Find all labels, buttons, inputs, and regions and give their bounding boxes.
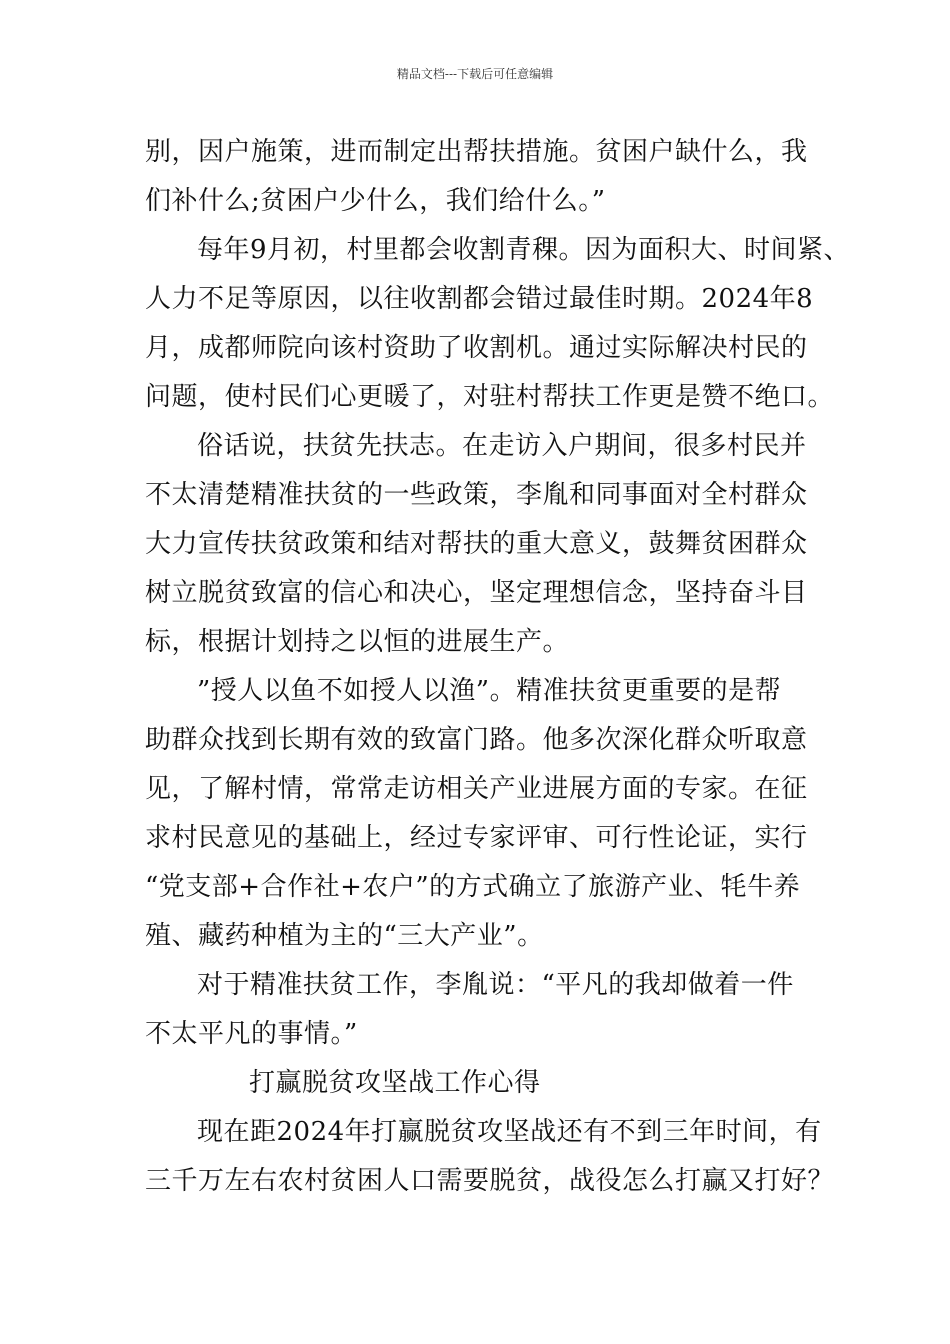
text-line: 大力宣传扶贫政策和结对帮扶的重大意义，鼓舞贫困群众 <box>145 529 808 559</box>
text-line: 月，成都师院向该村资助了收割机。通过实际解决村民的 <box>145 333 808 363</box>
text-line: 标，根据计划持之以恒的进展生产。 <box>145 627 570 657</box>
text-line: 现在距2024年打赢脱贫攻坚战还有不到三年时间，有 <box>197 1117 822 1147</box>
text-line: 殖、藏药种植为主的“三大产业”。 <box>145 921 544 951</box>
section-title: 打赢脱贫攻坚战工作心得 <box>249 1068 541 1098</box>
text-line: 不太平凡的事情。” <box>145 1019 358 1049</box>
page-header: 精品文档---下载后可任意编辑 <box>396 67 554 81</box>
text-line: 求村民意见的基础上，经过专家评审、可行性论证，实行 <box>145 823 808 853</box>
text-line: 问题，使村民们心更暖了，对驻村帮扶工作更是赞不绝口。 <box>145 382 835 412</box>
text-line: 别，因户施策，进而制定出帮扶措施。贫困户缺什么，我 <box>145 137 808 167</box>
text-line: 不太清楚精准扶贫的一些政策，李胤和同事面对全村群众 <box>145 480 808 510</box>
text-line: 人力不足等原因，以往收割都会错过最佳时期。2024年8 <box>145 284 814 314</box>
text-line: 三千万左右农村贫困人口需要脱贫，战役怎么打赢又打好？ <box>145 1166 835 1196</box>
text-line: “党支部+合作社+农户”的方式确立了旅游产业、牦牛养 <box>145 872 801 902</box>
text-line: 俗话说，扶贫先扶志。在走访入户期间，很多村民并 <box>197 431 807 461</box>
text-line: 助群众找到长期有效的致富门路。他多次深化群众听取意 <box>145 725 808 755</box>
text-line: 对于精准扶贫工作，李胤说：“平凡的我却做着一件 <box>197 970 794 1000</box>
text-line: ”授人以鱼不如授人以渔”。精准扶贫更重要的是帮 <box>197 676 782 706</box>
text-line: 们补什么;贫困户少什么，我们给什么。” <box>145 186 606 216</box>
text-line: 每年9月初，村里都会收割青稞。因为面积大、时间紧、 <box>197 235 851 265</box>
document-body <box>145 128 851 1206</box>
text-line: 见，了解村情，常常走访相关产业进展方面的专家。在征 <box>145 774 808 804</box>
text-line: 树立脱贫致富的信心和决心，坚定理想信念，坚持奋斗目 <box>145 578 808 608</box>
